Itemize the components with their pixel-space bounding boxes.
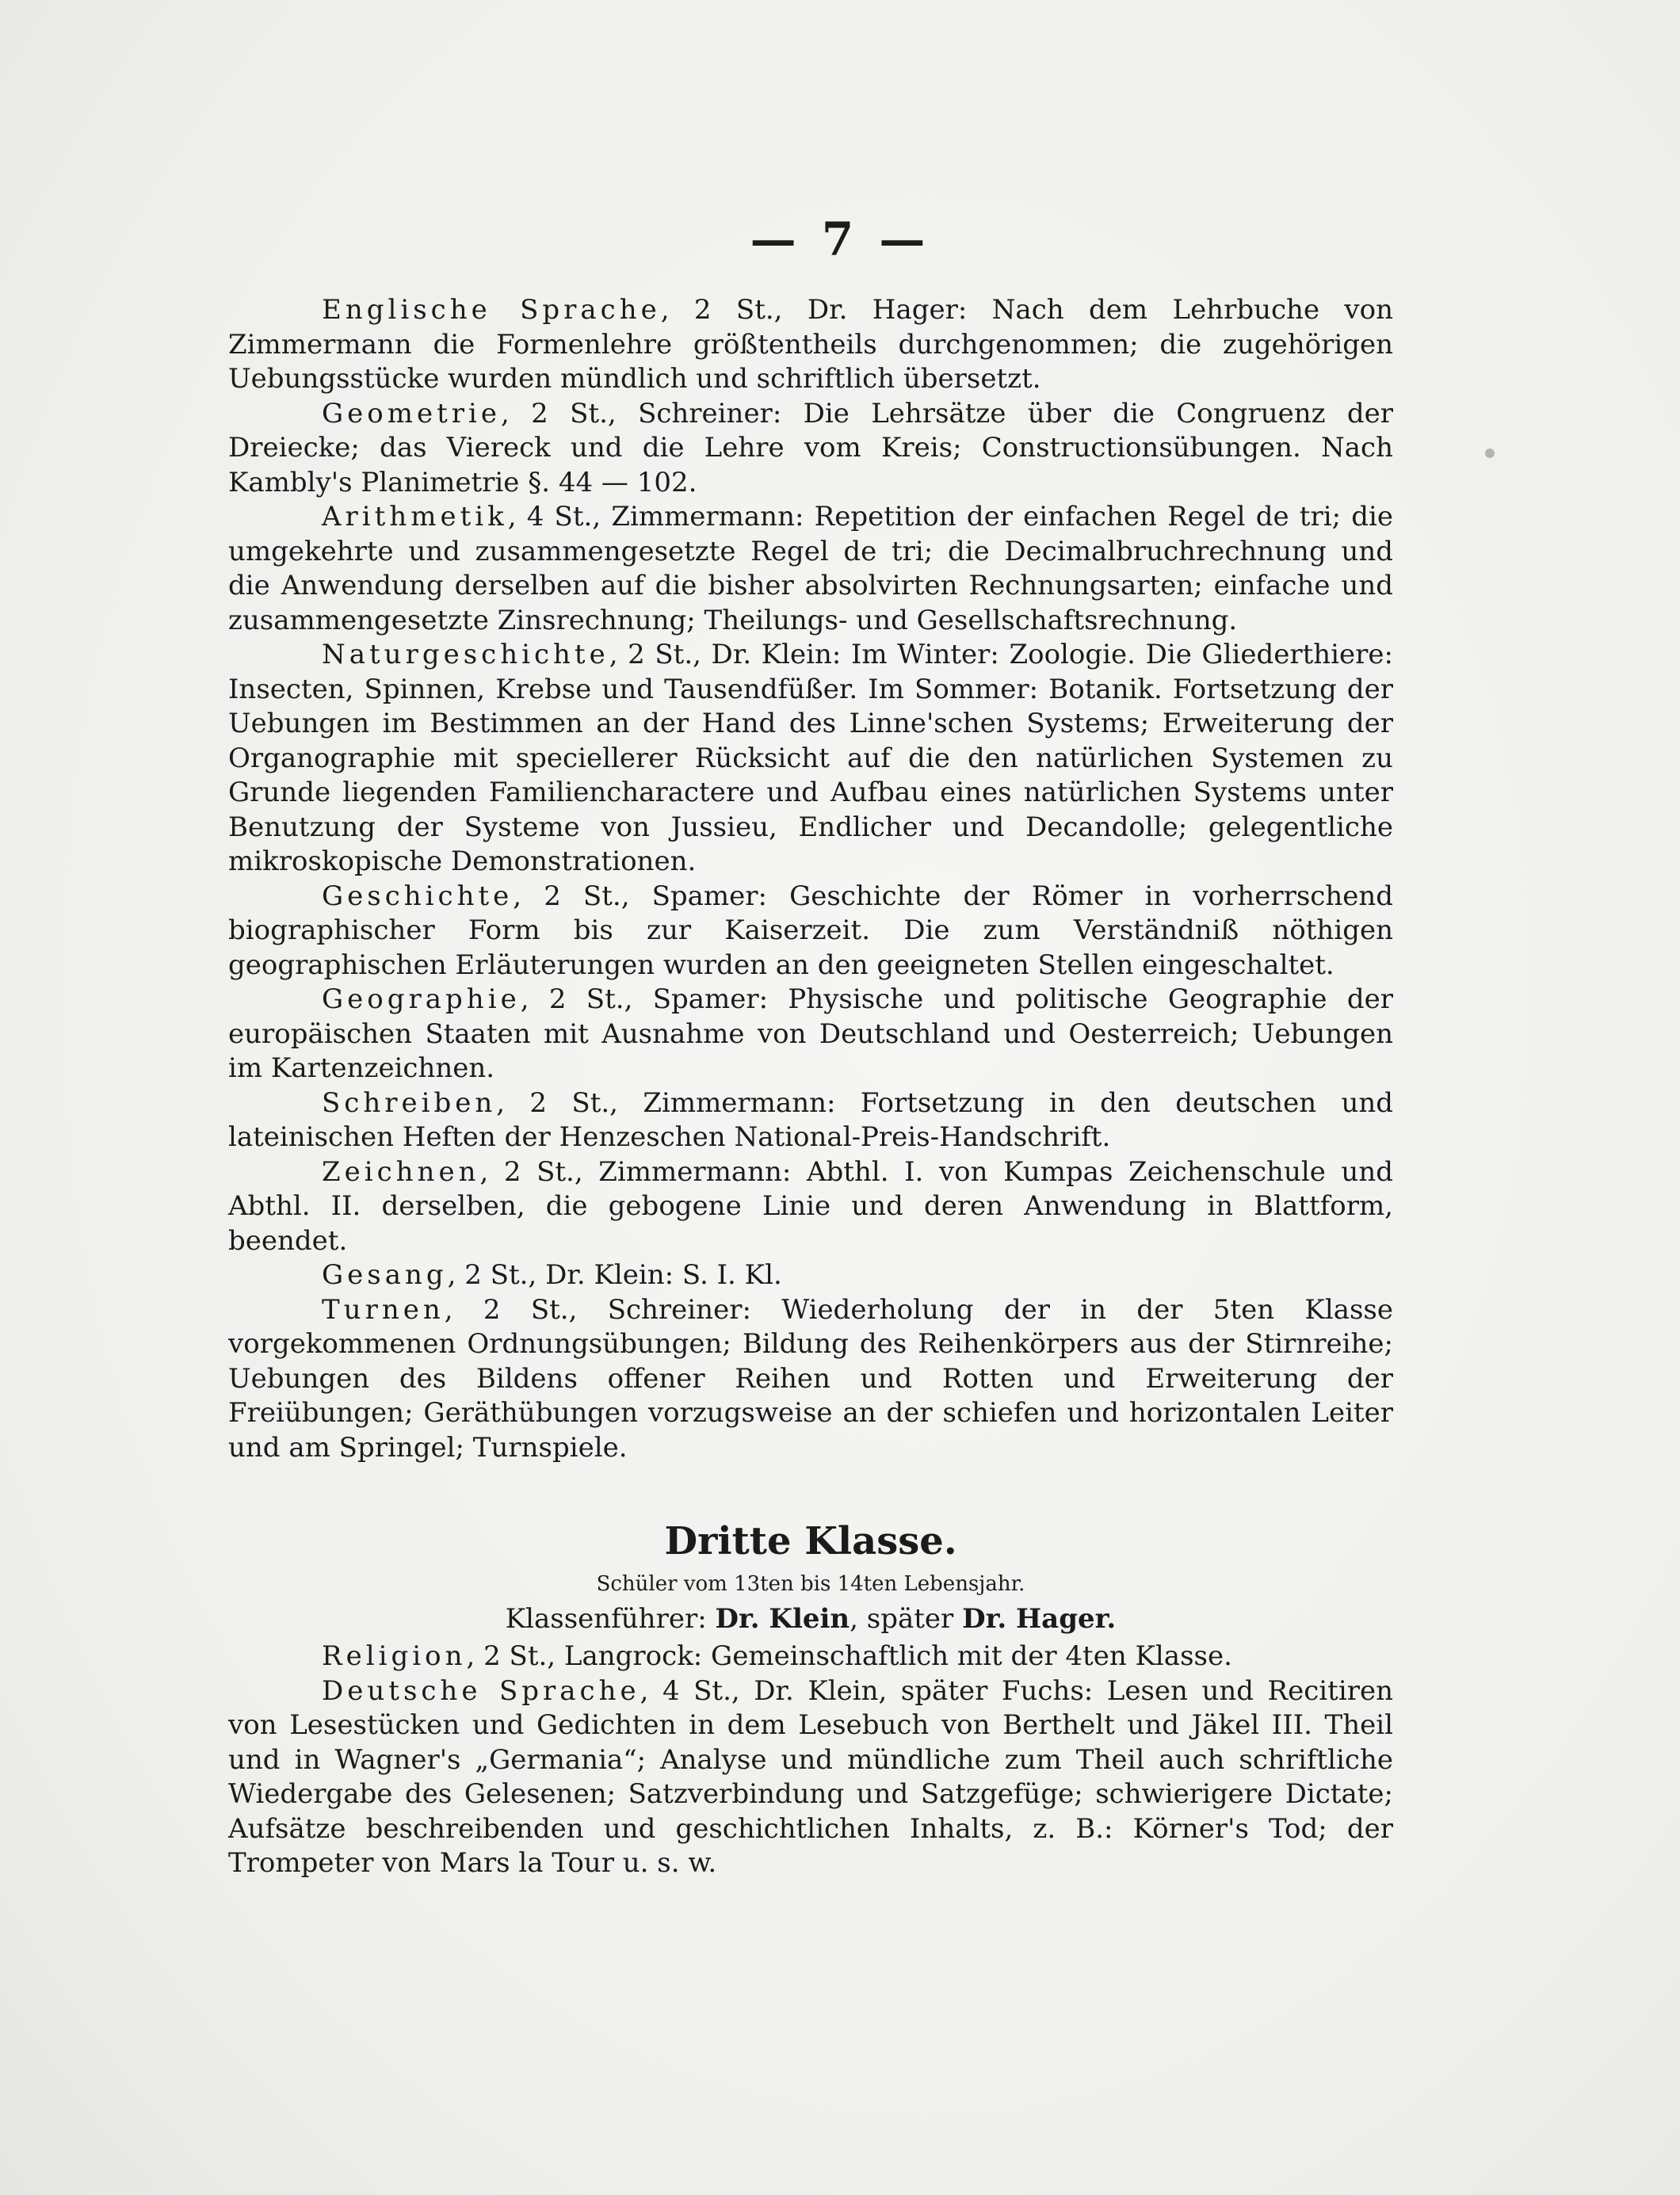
- subject-heading: Geometrie: [322, 397, 502, 429]
- class-teacher-name: Dr. Klein: [715, 1603, 850, 1635]
- subject-text: , 2 St., Dr. Klein: Im Winter: Zoologie. Die Gliederthiere: Insecten, Spinnen, Krebse und Tausendfüßer. Im Sommer: Botanik. Fortsetzung der Uebungen im Bestimmen an der Hand des Linne'schen Systems; Erweiterung der Organographie mit speciellerer Rücksicht auf die den natürlichen Systemen zu Grunde liegenden Familiencharactere und Aufbau eines natürlichen Systems unter Benutzung der Systeme von Jussieu, Endlicher und Decandolle; gelegentliche mikroskopische Demonstrationen.: [228, 639, 1393, 877]
- subject-heading: Schreiben: [322, 1086, 497, 1119]
- subject-paragraph: [228, 1293, 1393, 1466]
- subject-heading: Turnen: [322, 1293, 445, 1326]
- subject-paragraph: [228, 983, 1393, 1086]
- subject-heading: Zeichnen: [322, 1155, 480, 1188]
- subject-paragraph: [228, 500, 1393, 638]
- subject-heading: Geschichte: [322, 880, 514, 912]
- class-teacher-connector: , später: [850, 1603, 963, 1635]
- subject-text: , 2 St., Schreiner: Die Lehrsätze über die Congruenz der Dreiecke; das Viereck und die Lehre vom Kreis; Constructionsübungen. Nach Kambly's Planimetrie §. 44 — 102.: [228, 397, 1393, 498]
- class-section: [228, 1517, 1393, 1881]
- page-body: [228, 293, 1393, 1881]
- subject-text: , 2 St., Dr. Klein: S. I. Kl.: [447, 1259, 782, 1291]
- subject-paragraph: [228, 1258, 1393, 1293]
- subject-text: , 4 St., Zimmermann: Repetition der einfachen Regel de tri; die umgekehrte und zusammengesetzte Regel de tri; die Decimalbruchrechnung und die Anwendung derselben auf die bisher absolvirten Rechnungsarten; einfache und zusammengesetzte Zinsrechnung; Theilungs- und Gesellschaftsrechnung.: [228, 501, 1393, 636]
- subject-text: , 2 St., Zimmermann: Fortsetzung in den deutschen und lateinischen Heften der Henzeschen National-Preis-Handschrift.: [228, 1086, 1393, 1153]
- class-teacher-label: Klassenführer:: [505, 1603, 716, 1635]
- section-title: Dritte Klasse.: [664, 1519, 957, 1563]
- subject-text: , 2 St., Zimmermann: Abthl. I. von Kumpas Zeichenschule und Abthl. II. derselben, die gebogene Linie und deren Anwendung in Blattform, beendet.: [228, 1155, 1393, 1257]
- subject-paragraph: [228, 1640, 1393, 1674]
- subject-heading: Englische Sprache: [322, 294, 661, 326]
- subject-text: , 2 St., Schreiner: Wiederholung der in der 5ten Klasse vorgekommenen Ordnungsübungen; Bildung des Reihenkörpers aus der Stirnreihe; Uebungen des Bildens offener Reihen und Rotten und Erweiterung der Freiübungen; Geräthübungen vorzugsweise an der schiefen und horizontalen Leiter und am Springel; Turnspiele.: [228, 1293, 1393, 1464]
- section-subtitle: Schüler vom 13ten bis 14ten Lebensjahr.: [596, 1572, 1025, 1596]
- subject-paragraph: [228, 293, 1393, 397]
- class-teacher-name-later: Dr. Hager.: [962, 1603, 1117, 1635]
- subject-text: , 2 St., Langrock: Gemeinschaftlich mit der 4ten Klasse.: [466, 1640, 1232, 1672]
- subject-heading: Religion: [322, 1640, 467, 1672]
- subject-paragraph: [228, 1086, 1393, 1155]
- subject-heading: Naturgeschichte: [322, 639, 609, 670]
- subject-heading: Arithmetik: [322, 501, 508, 533]
- subject-paragraph: [228, 638, 1393, 880]
- subject-paragraph: [228, 1674, 1393, 1881]
- subject-text: , 2 St., Spamer: Physische und politische Geographie der europäischen Staaten mit Ausnahme von Deutschland und Oesterreich; Uebungen im Kartenzeichnen.: [228, 983, 1393, 1084]
- subject-text: , 2 St., Spamer: Geschichte der Römer in vorherrschend biographischer Form bis zur Kaiserzeit. Die zum Verständniß nöthigen geographischen Erläuterungen wurden an den geeigneten Stellen eingeschaltet.: [228, 880, 1393, 981]
- ink-spot: [1485, 449, 1495, 458]
- subject-heading: Deutsche Sprache: [322, 1674, 640, 1707]
- subject-heading: Gesang: [322, 1259, 448, 1291]
- subject-text: , 4 St., Dr. Klein, später Fuchs: Lesen und Recitiren von Lesestücken und Gedichten in dem Lesebuch von Berthelt und Jäkel III. Theil und in Wagner's „Germania“; Analyse und mündliche zum Theil auch schriftliche Wiedergabe des Gelesenen; Satzverbindung und Satzgefüge; schwierigere Dictate; Aufsätze beschreibenden und geschichtlichen Inhalts, z. B.: Körner's Tod; der Trompeter von Mars la Tour u. s. w.: [228, 1674, 1393, 1879]
- subject-paragraph: [228, 397, 1393, 501]
- subject-paragraph: [228, 1155, 1393, 1259]
- subject-paragraph: [228, 880, 1393, 983]
- page-number: — 7 —: [750, 212, 930, 266]
- subject-heading: Geographie: [322, 983, 521, 1015]
- subject-text: , 2 St., Dr. Hager: Nach dem Lehrbuche von Zimmermann die Formenlehre größtentheils durchgenommen; die zugehörigen Uebungsstücke wurden mündlich und schriftlich übersetzt.: [228, 294, 1393, 395]
- class-teacher-line: [228, 1600, 1393, 1638]
